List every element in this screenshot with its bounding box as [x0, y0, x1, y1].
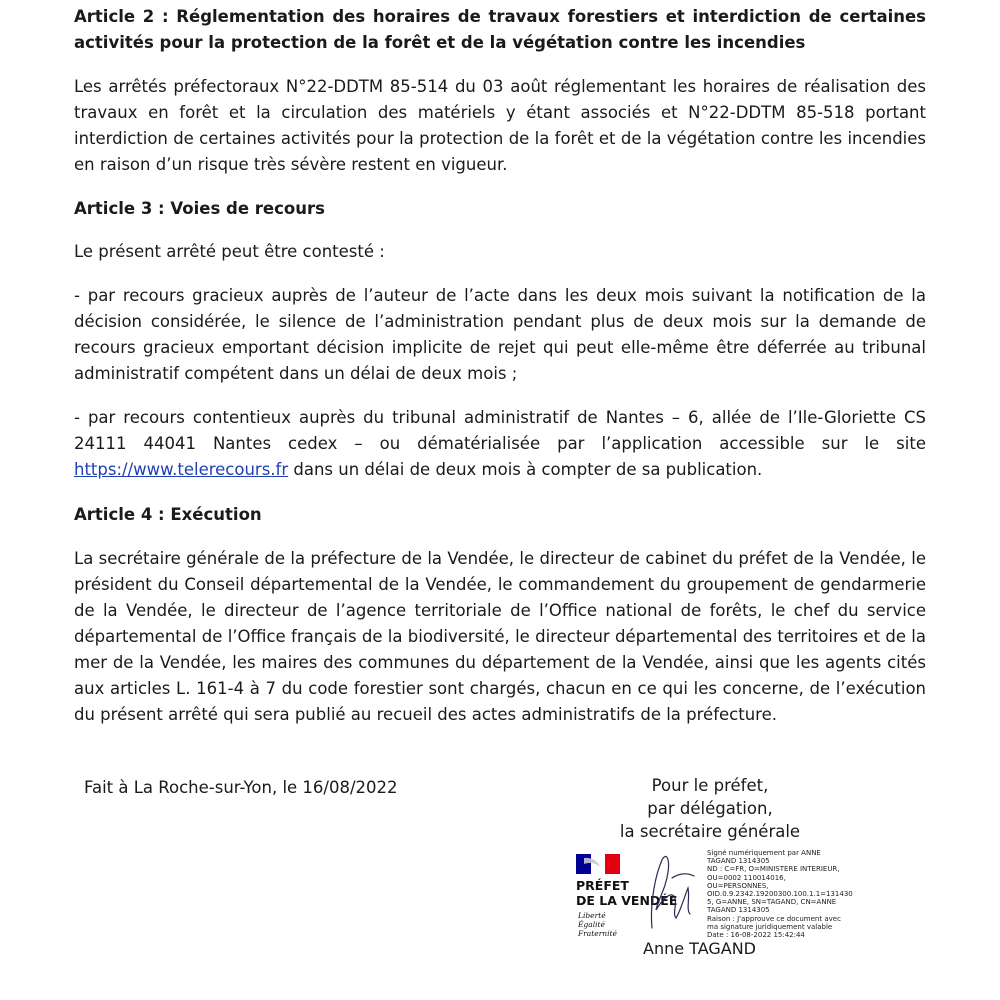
article-3-title: Article 3 : Voies de recours: [74, 199, 325, 218]
paragraph-text-after-link: dans un délai de deux mois à compter de sa publication.: [288, 460, 763, 479]
motto-word: Égalité: [578, 920, 605, 929]
republic-motto: [578, 911, 617, 938]
article-3-paragraph-2: [74, 405, 926, 483]
signature-line: Pour le préfet,: [651, 776, 769, 795]
place-and-date: Fait à La Roche-sur-Yon, le 16/08/2022: [84, 778, 398, 797]
signature-line: par délégation,: [647, 799, 773, 818]
motto-word: Fraternité: [578, 929, 617, 938]
handwritten-signature: [632, 848, 704, 932]
signature-line: la secrétaire générale: [619, 822, 801, 841]
article-4-body: La secrétaire générale de la préfecture de la Vendée, le directeur de cabinet du préfet de la Vendée, le président du Conseil départemental de la Vendée, le commandement du groupement de gendarmerie de la Vendée, le directeur de l’agence territoriale de l’Office national de forêts, le chef du service départemental de l’Office français de la biodiversité, le directeur départemental des territoires et de la mer de la Vendée, les maires des communes du département de la Vendée, ainsi que les agents cités aux articles L. 161-4 à 7 du code forestier sont chargés, chacun en ce qui les concerne, de l’exécution du présent arrêté qui sera publié au recueil des actes administratifs de la préfecture.: [74, 549, 926, 724]
article-3-paragraph-1: - par recours gracieux auprès de l’auteur de l’acte dans les deux mois suivant la notification de la décision considérée, le silence de l’administration pendant plus de deux mois sur la demande de recours gracieux emportant décision implicite de rejet qui peut elle-même être déferrée au tribunal administratif compétent dans un délai de deux mois ;: [74, 286, 926, 383]
article-2-title: Article 2 : Réglementation des horaires de travaux forestiers et interdiction de certaines activités pour la protection de la forêt et de la végétation contre les incendies: [74, 7, 926, 52]
marianne-flag-icon: [576, 854, 620, 874]
paragraph-text-before-link: - par recours contentieux auprès du tribunal administratif de Nantes – 6, allée de l’Ile-Gloriette CS 24111 44041 Nantes cedex – ou dématérialisée par l’application accessible sur le site: [74, 408, 926, 453]
article-2-body: Les arrêtés préfectoraux N°22-DDTM 85-514 du 03 août réglementant les horaires de réalisation des travaux en forêt et la circulation des matériels y étant associés et N°22-DDTM 85-518 portant interdiction de certaines activités pour la protection de la forêt et de la végétation contre les incendies en raison d’un risque très sévère restent en vigueur.: [74, 77, 926, 174]
signer-name: Anne TAGAND: [643, 939, 756, 958]
motto-word: Liberté: [578, 911, 606, 920]
digital-signature-details: Signé numériquement par ANNE TAGAND 1314305 ND : C=FR, O=MINISTERE INTERIEUR, OU=0002 110014016, OU=PERSONNES, OID.0.9.2342.19200300.100.1.1=131430 5, G=ANNE, SN=TAGAND, CN=ANNE TAGAND 1314305 Raison : J'approuve ce document avec ma signature juridiquement valable Date : 16-08-2022 15:42:44: [707, 849, 853, 940]
article-3-intro: Le présent arrêté peut être contesté :: [74, 242, 385, 261]
article-4-title: Article 4 : Exécution: [74, 505, 262, 524]
signature-authority: [590, 774, 830, 843]
prefecture-name-line: DE LA VENDÉE: [576, 893, 678, 908]
telerecours-link[interactable]: https://www.telerecours.fr: [74, 460, 289, 479]
prefecture-name-line: PRÉFET: [576, 878, 629, 893]
